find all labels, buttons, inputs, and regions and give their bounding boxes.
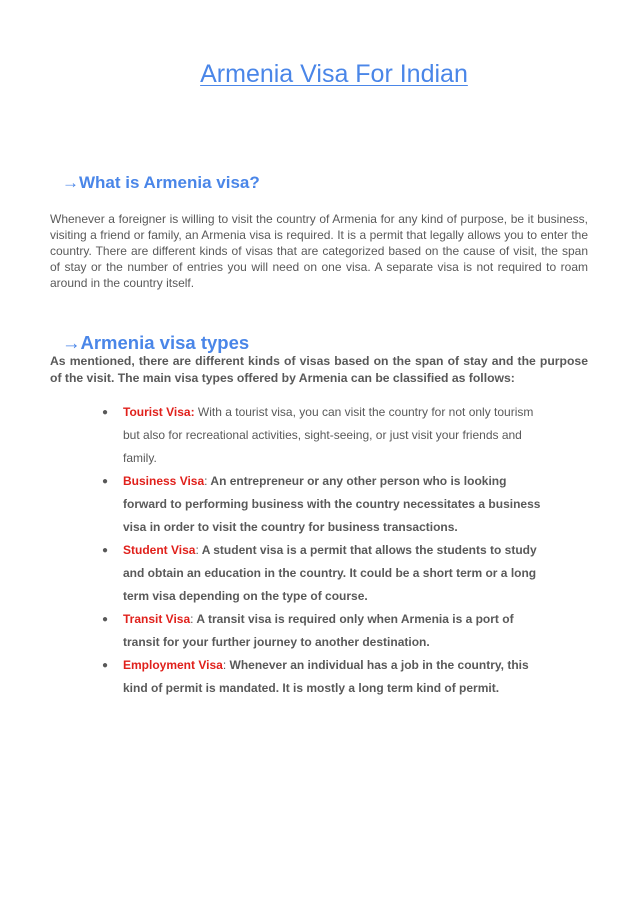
section-heading-visa-types bbox=[62, 332, 249, 354]
bullet-icon: ● bbox=[102, 545, 109, 556]
list-item-business-visa bbox=[0, 470, 543, 539]
arrow-icon: → bbox=[62, 332, 81, 353]
section-heading-text: Armenia visa types bbox=[80, 332, 250, 353]
what-is-visa-paragraph: Whenever a foreigner is willing to visit the country of Armenia for any kind of purpose, be it business, visiting a friend or family, an Armenia visa is required. It is a permit that legally allows you to enter the country. There are different kinds of visas that are categorized based on the cause of visit, the span of stay or the number of entries you will need on one visa. A separate visa is not required to roam around in the country itself. bbox=[50, 212, 588, 290]
visa-type-colon: : bbox=[204, 474, 208, 488]
bullet-icon: ● bbox=[102, 660, 109, 671]
section-heading-text: What is Armenia visa? bbox=[79, 173, 260, 192]
visa-types-intro-paragraph: As mentioned, there are different kinds of visas based on the span of stay and the purpose of the visit. The main visa types offered by Armenia can be classified as follows: bbox=[50, 354, 588, 385]
list-item-tourist-visa bbox=[0, 401, 543, 470]
arrow-icon: → bbox=[62, 173, 79, 192]
visa-type-colon: : bbox=[190, 612, 194, 626]
page-title: Armenia Visa For Indian bbox=[200, 60, 468, 88]
section-heading-what-is-visa bbox=[62, 173, 260, 193]
visa-type-name: Transit Visa bbox=[123, 612, 191, 626]
visa-type-colon: : bbox=[222, 658, 227, 672]
visa-type-name: Student Visa bbox=[123, 543, 196, 557]
visa-type-description: A transit visa is required only when Armenia is a port of transit for your further journey to another destination. bbox=[123, 612, 514, 649]
visa-type-name: Employment Visa bbox=[123, 658, 223, 672]
visa-type-description: Whenever an individual has a job in the country, this kind of permit is mandated. It is mostly a long term kind of permit. bbox=[123, 658, 529, 695]
list-item-student-visa bbox=[0, 539, 543, 608]
visa-type-name: Tourist Visa: bbox=[123, 405, 195, 419]
list-item-employment-visa bbox=[0, 654, 543, 700]
visa-type-description: A student visa is a permit that allows the students to study and obtain an education in the country. It could be a short term or a long term visa depending on the type of course. bbox=[123, 543, 537, 603]
visa-type-name: Business Visa bbox=[123, 474, 205, 488]
visa-type-description: With a tourist visa, you can visit the country for not only tourism but also for recreational activities, sight-seeing, or just visit your friends and family. bbox=[123, 405, 534, 465]
bullet-icon: ● bbox=[102, 614, 109, 625]
bullet-icon: ● bbox=[102, 407, 109, 418]
bullet-icon: ● bbox=[102, 476, 109, 487]
visa-type-colon: : bbox=[195, 543, 199, 557]
visa-types-list bbox=[0, 401, 638, 700]
list-item-transit-visa bbox=[0, 608, 543, 654]
visa-type-description: An entrepreneur or any other person who is looking forward to performing business with the country necessitates a business visa in order to visit the country for business transactions. bbox=[123, 474, 541, 534]
